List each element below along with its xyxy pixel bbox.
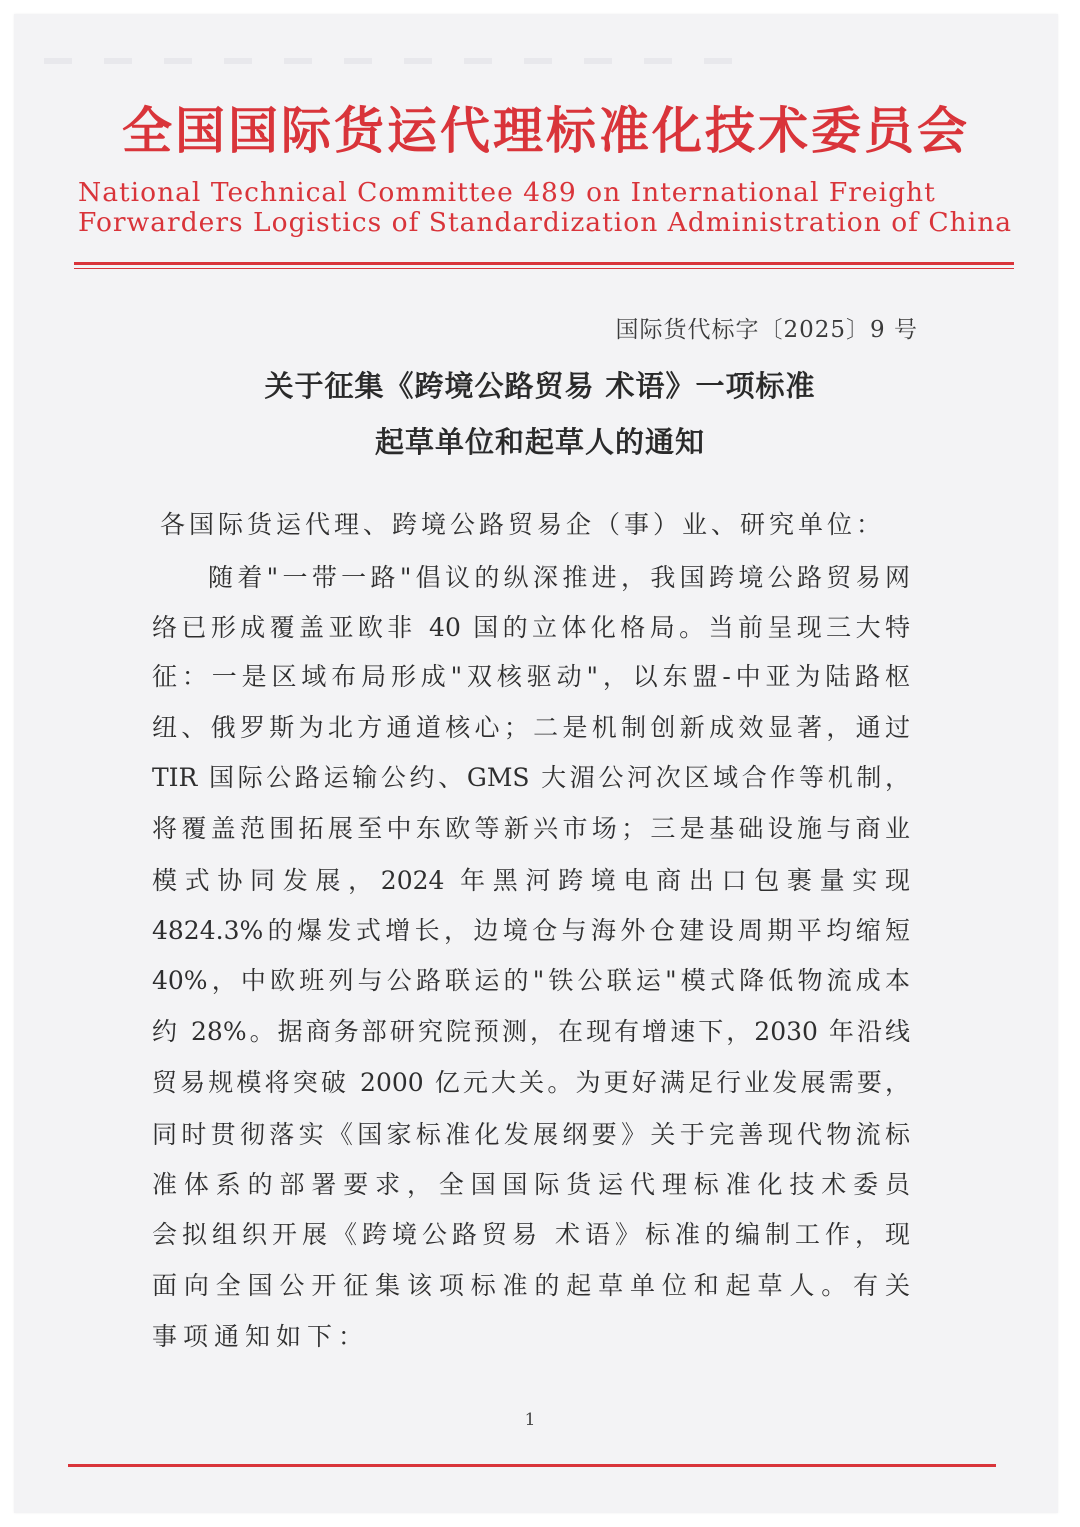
body-line: 4824.3%的爆发式增长，边境仓与海外仓建设周期平均缩短 — [152, 916, 910, 945]
body-line: 面向全国公开征集该项标准的起草单位和起草人。有关 — [152, 1271, 910, 1300]
salutation: 各国际货运代理、跨境公路贸易企（事）业、研究单位： — [160, 510, 886, 539]
page-number: 1 — [524, 1410, 536, 1430]
body-line: 事项通知如下： — [152, 1322, 370, 1351]
body-line: 40%，中欧班列与公路联运的"铁公联运"模式降低物流成本 — [152, 966, 910, 995]
body-line: 会拟组织开展《跨境公路贸易 术语》标准的编制工作，现 — [152, 1220, 910, 1249]
body-line: 准体系的部署要求，全国国际货运代理标准化技术委员 — [152, 1170, 910, 1199]
body-line: 贸易规模将突破 2000 亿元大关。为更好满足行业发展需要， — [152, 1068, 910, 1097]
scan-artifact — [44, 58, 744, 64]
footer-rule — [68, 1464, 996, 1467]
letterhead-org-name-en-line2: Forwarders Logistics of Standardization Administration of China — [78, 207, 1013, 238]
document-title-line1: 关于征集《跨境公路贸易 术语》一项标准 — [264, 369, 816, 403]
body-line: 纽、俄罗斯为北方通道核心；二是机制创新成效显著，通过 — [152, 713, 910, 742]
body-line: TIR 国际公路运输公约、GMS 大湄公河次区域合作等机制， — [152, 763, 910, 792]
body-line: 模式协同发展，2024 年黑河跨境电商出口包裹量实现 — [152, 866, 910, 895]
letterhead-org-name-en-line1: National Technical Committee 489 on International Freight — [78, 177, 936, 208]
letterhead-rule-thin — [74, 268, 1014, 269]
document-title-line2: 起草单位和起草人的通知 — [374, 425, 705, 459]
body-line: 征：一是区域布局形成"双核驱动"，以东盟-中亚为陆路枢 — [152, 662, 910, 691]
body-line: 络已形成覆盖亚欧非 40 国的立体化格局。当前呈现三大特 — [152, 613, 910, 642]
document-number: 国际货代标字〔2025〕9 号 — [615, 317, 918, 343]
body-line: 将覆盖范围拓展至中东欧等新兴市场；三是基础设施与商业 — [152, 814, 910, 843]
letterhead-org-name-cn: 全国国际货运代理标准化技术委员会 — [122, 102, 970, 160]
body-line: 同时贯彻落实《国家标准化发展纲要》关于完善现代物流标 — [152, 1120, 910, 1149]
body-line: 随着"一带一路"倡议的纵深推进，我国跨境公路贸易网 — [208, 563, 910, 592]
body-line: 约 28%。据商务部研究院预测，在现有增速下，2030 年沿线 — [152, 1017, 910, 1046]
letterhead-rule-thick — [74, 262, 1014, 265]
